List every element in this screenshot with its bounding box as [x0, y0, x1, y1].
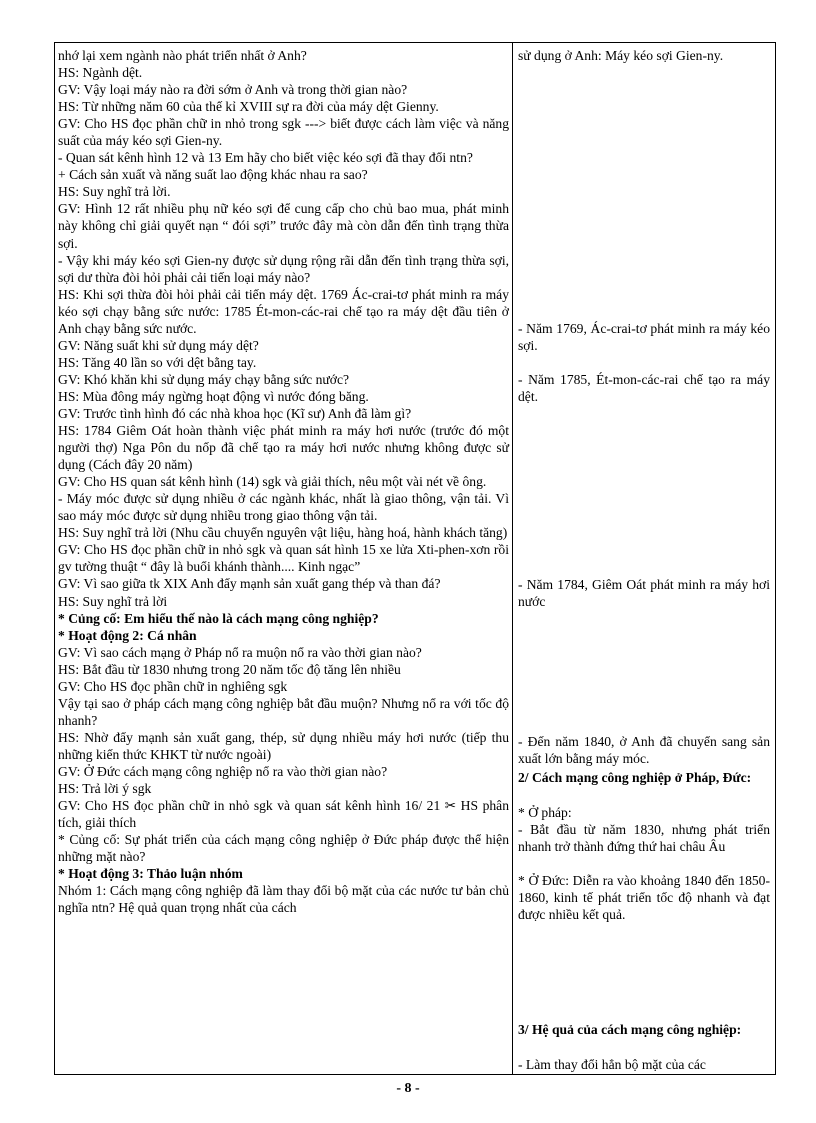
text-line: - Máy móc được sử dụng nhiều ở các ngành khác, nhất là giao thông, vận tải. Vì sao máy móc được sử dụng nhiều trong giao thông vận tải.	[58, 491, 509, 524]
page-number: - 8 -	[396, 1081, 420, 1096]
text-line: HS: Ngành dệt.	[58, 65, 143, 81]
note-block: * Ở Đức: Diễn ra vào khoảng 1840 đến 1850- 1860, kinh tế phát triển tốc độ nhanh và đạt được nhiều kết quả.	[518, 873, 770, 923]
text-line: GV: Vì sao giữa tk XIX Anh đẩy mạnh sản xuất gang thép và than đá?	[58, 576, 441, 592]
note-block: - Làm thay đổi hẳn bộ mặt của các	[518, 1057, 706, 1072]
column-divider	[512, 43, 513, 1074]
text-line: GV: Năng suất khi sử dụng máy dệt?	[58, 337, 259, 353]
section-heading: 3/ Hệ quả của cách mạng công nghiệp:	[518, 1022, 742, 1037]
note-block: - Bắt đầu từ năm 1830, nhưng phát triển nhanh trở thành đứng thứ hai châu Âu	[518, 822, 770, 855]
text-line: GV: Ở Đức cách mạng công nghiệp nổ ra vào thời gian nào?	[58, 763, 388, 779]
note-block: - Năm 1784, Giêm Oát phát minh ra máy hơi nước	[518, 577, 770, 610]
activity-heading: * Hoạt động 3: Thảo luận nhóm	[58, 866, 243, 882]
summary-question: * Củng cố: Em hiểu thế nào là cách mạng công nghiệp?	[58, 610, 379, 626]
text-line: GV: Vậy loại máy nào ra đời sớm ở Anh và trong thời gian nào?	[58, 82, 408, 98]
text-line: HS: Suy nghĩ trả lời.	[58, 184, 171, 200]
text-line: GV: Cho HS quan sát kênh hình (14) sgk và giải thích, nêu một vài nét về ông.	[58, 474, 487, 490]
text-line: Nhóm 1: Cách mạng công nghiệp đã làm thay đổi bộ mặt của các nước tư bản chủ nghĩa ntn? Hệ quả quan trọng nhất của cách	[58, 883, 509, 916]
activity-heading: * Hoạt động 2: Cá nhân	[58, 627, 197, 643]
teaching-activities-column	[58, 47, 509, 916]
note-block: * Ở pháp:	[518, 805, 572, 820]
text-line: GV: Cho HS đọc phần chữ in nghiêng sgk	[58, 678, 288, 694]
note-block: - Đến năm 1840, ở Anh đã chuyển sang sản xuất lớn bằng máy móc.	[518, 734, 770, 767]
text-line: GV: Cho HS đọc phần chữ in nhỏ trong sgk ---> biết được cách làm việc và năng suất của máy kéo sợi Gien-ny.	[58, 116, 509, 149]
text-line: GV: Hình 12 rất nhiều phụ nữ kéo sợi để cung cấp cho chủ bao mua, phát minh này không chỉ giải quyết nạn “ đói sợi” trước đây mà còn dẫn đến tình trạng thừa sợi.	[58, 201, 509, 251]
text-line: nhớ lại xem ngành nào phát triển nhất ở Anh?	[58, 48, 307, 63]
lesson-table	[54, 42, 776, 1075]
text-line: HS: Nhờ đẩy mạnh sản xuất gang, thép, sử dụng nhiều máy hơi nước (tiếp thu những kiến thức KHKT từ nước ngoài)	[58, 729, 509, 762]
note-block: sử dụng ở Anh: Máy kéo sợi Gien-ny.	[518, 48, 724, 63]
note-block: - Năm 1769, Ác-crai-tơ phát minh ra máy kéo sợi.	[518, 321, 770, 354]
text-line: GV: Trước tình hình đó các nhà khoa học (Kĩ sư) Anh đã làm gì?	[58, 405, 412, 421]
text-line: HS: Trả lời ý sgk	[58, 781, 152, 797]
text-line: HS: Khi sợi thừa đòi hỏi phải cải tiến máy dệt. 1769 Ác-crai-tơ phát minh ra máy kéo sợi chạy bằng sức nước: 1785 Ét-mon-các-rai chế tạo ra máy dệt đầu tiên ở Anh chạy bằng sức nước.	[58, 286, 509, 336]
text-line: GV: Vì sao cách mạng ở Pháp nổ ra muộn nổ ra vào thời gian nào?	[58, 644, 422, 660]
text-line: HS: Từ những năm 60 của thế kỉ XVIII sự ra đời của máy dệt Gienny.	[58, 99, 439, 115]
section-heading: 2/ Cách mạng công nghiệp ở Pháp, Đức:	[518, 770, 752, 785]
text-line: GV: Cho HS đọc phần chữ in nhỏ sgk và quan sát hình 15 xe lửa Xti-phen-xơn rồi gv tường thuật “ đây là buổi khánh thành.... Kinh ngạc”	[58, 542, 509, 575]
summary-question: * Củng cố: Sự phát triển của cách mạng công nghiệp ở Đức pháp được thể hiện những mặt nào?	[58, 832, 509, 865]
text-line: HS: 1784 Giêm Oát hoàn thành việc phát minh ra máy hơi nước (trước đó một người thợ) Nga Pôn du nốp đã chế tạo ra máy hơi nước nhưng không được sử dụng (Cách đây 20 năm)	[58, 423, 509, 473]
text-line: - Quan sát kênh hình 12 và 13 Em hãy cho biết việc kéo sợi đã thay đổi ntn?	[58, 150, 473, 166]
text-line: HS: Suy nghĩ trả lời	[58, 593, 168, 609]
text-line: HS: Tăng 40 lần so với dệt bằng tay.	[58, 354, 257, 370]
text-line: GV: Cho HS đọc phần chữ in nhỏ sgk và quan sát kênh hình 16/ 21 ✂ HS phân tích, giải thích	[58, 798, 509, 831]
text-line: - Vậy khi máy kéo sợi Gien-ny được sử dụng rộng rãi dẫn đến tình trạng thừa sợi, sợi dư thừa đòi hỏi phải cải tiến loại máy nào?	[58, 252, 509, 285]
text-line: Vậy tại sao ở pháp cách mạng công nghiệp bắt đầu muộn? Nhưng nổ ra với tốc độ nhanh?	[58, 695, 509, 728]
text-line: HS: Bắt đầu từ 1830 nhưng trong 20 năm tốc độ tăng lên nhiều	[58, 661, 401, 677]
text-line: HS: Mùa đông máy ngừng hoạt động vì nước đóng băng.	[58, 388, 369, 404]
text-line: HS: Suy nghĩ trả lời (Nhu cầu chuyển nguyên vật liệu, hàng hoá, hành khách tăng)	[58, 525, 508, 541]
note-block: - Năm 1785, Ét-mon-các-rai chế tạo ra máy dệt.	[518, 372, 770, 405]
text-line: GV: Khó khăn khi sử dụng máy chạy bằng sức nước?	[58, 371, 350, 387]
text-line: + Cách sản xuất và năng suất lao động khác nhau ra sao?	[58, 167, 368, 183]
